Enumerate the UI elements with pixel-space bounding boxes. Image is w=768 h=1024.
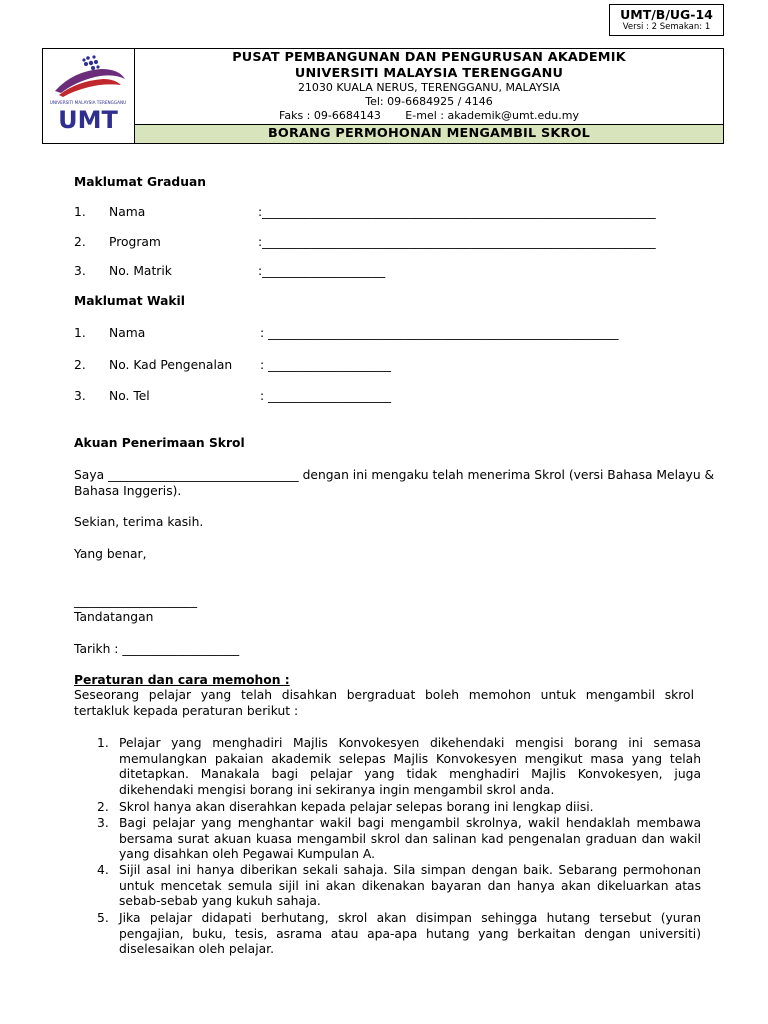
header-table (42, 48, 724, 144)
org-name: PUSAT PEMBANGUNAN DAN PENGURUSAN AKADEMIK (232, 50, 626, 65)
logo-subtext: UNIVERSITI MALAYSIA TERENGGANU (49, 100, 127, 105)
wakil-nama-label: Nama (109, 326, 146, 340)
akuan-statement-line1: Saya _______________________________ dengan ini mengaku telah menerima Skrol (versi Bahasa Melayu & (74, 468, 715, 482)
rule-number: 5. (97, 911, 109, 925)
peraturan-heading: Peraturan dan cara memohon : (74, 673, 290, 687)
graduan-program-label: Program (109, 235, 161, 249)
rule-text: Sijil asal ini hanya diberikan sekali sahaja. Sila simpan dengan baik. Sebarang permohonan untuk mencetak semula sijil ini akan dikenakan bayaran dan hanya akan dikeluarkan atas sebab-sebab yang kukuh sahaja. (119, 863, 701, 908)
signature-line[interactable]: ____________________ (74, 594, 197, 608)
rule-text: Jika pelajar didapati berhutang, skrol akan disimpan sehingga hutang tersebut (yuran pengajian, buku, tesis, asrama atau apa-apa hutang yang berkaitan dengan universiti) diselesaikan oleh pelajar. (119, 911, 701, 956)
wakil-row-num: 3. (74, 389, 86, 403)
document-code-box (609, 4, 724, 36)
date-field[interactable]: Tarikh : ___________________ (74, 642, 240, 656)
wakil-row-num: 2. (74, 358, 86, 372)
header-info (135, 49, 723, 124)
graduan-row-num: 3. (74, 264, 86, 278)
graduan-matrik-field[interactable]: :____________________ (258, 264, 386, 278)
wakil-tel-label: No. Tel (109, 389, 150, 403)
signature-label: Tandatangan (74, 610, 154, 624)
document-version: Versi : 2 Semakan: 1 (622, 22, 711, 32)
form-title: BORANG PERMOHONAN MENGAMBIL SKROL (267, 126, 591, 141)
logo-cell (43, 49, 135, 143)
telephone: Tel: 09-6684925 / 4146 (365, 95, 493, 108)
address: 21030 KUALA NERUS, TERENGGANU, MALAYSIA (297, 81, 561, 94)
graduan-row-num: 2. (74, 235, 86, 249)
yang-benar-text: Yang benar, (74, 547, 147, 561)
rule-number: 4. (97, 863, 109, 877)
wakil-row-num: 1. (74, 326, 86, 340)
rule-text: Bagi pelajar yang menghantar wakil bagi mengambil skrolnya, wakil hendaklah membawa bersama surat akuan kuasa mengambil skrol dan salinan kad pengenalan graduan dan wakil yang disahkan oleh Pegawai Kumpulan A. (119, 816, 701, 861)
rule-number: 1. (97, 736, 109, 750)
graduan-nama-field[interactable]: :________________________________________________________________ (258, 205, 656, 219)
form-title-bar (135, 124, 723, 143)
rule-number: 3. (97, 816, 109, 830)
graduan-program-field[interactable]: :________________________________________________________________ (258, 235, 656, 249)
graduan-nama-label: Nama (109, 205, 146, 219)
university-name: UNIVERSITI MALAYSIA TERENGGANU (294, 66, 564, 81)
fax-email: Faks : 09-6684143 E-mel : akademik@umt.edu.my (279, 109, 579, 122)
closing-text: Sekian, terima kasih. (74, 515, 204, 529)
rule-number: 2. (97, 800, 109, 814)
wakil-ic-label: No. Kad Pengenalan (109, 358, 233, 372)
wakil-nama-field[interactable]: : _________________________________________________________ (260, 326, 619, 340)
logo-text: UMT (58, 106, 118, 134)
document-code: UMT/B/UG-14 (620, 7, 713, 22)
rule-text: Pelajar yang menghadiri Majlis Konvokesyen dikehendaki mengisi borang ini semasa memulangkan pakaian akademik selepas Majlis Konvokesyen mengikut masa yang telah ditetapkan. Manakala bagi pelajar yang tidak menghadiri Majlis Konvokesyen, juga dikehendaki mengisi borang ini sekiranya ingin mengambil skrol anda. (119, 736, 701, 797)
wakil-heading: Maklumat Wakil (74, 294, 185, 308)
graduan-matrik-label: No. Matrik (109, 264, 172, 278)
akuan-statement-line2: Bahasa Inggeris). (74, 484, 182, 498)
graduan-row-num: 1. (74, 205, 86, 219)
akuan-heading: Akuan Penerimaan Skrol (74, 436, 245, 450)
umt-logo (43, 49, 133, 141)
rule-text: Skrol hanya akan diserahkan kepada pelajar selepas borang ini lengkap diisi. (119, 800, 594, 814)
graduan-heading: Maklumat Graduan (74, 175, 207, 189)
wakil-ic-field[interactable]: : ____________________ (260, 358, 392, 372)
peraturan-intro: Seseorang pelajar yang telah disahkan bergraduat boleh memohon untuk mengambil skrol tertakluk kepada peraturan berikut : (74, 688, 694, 718)
wakil-tel-field[interactable]: : ____________________ (260, 389, 392, 403)
